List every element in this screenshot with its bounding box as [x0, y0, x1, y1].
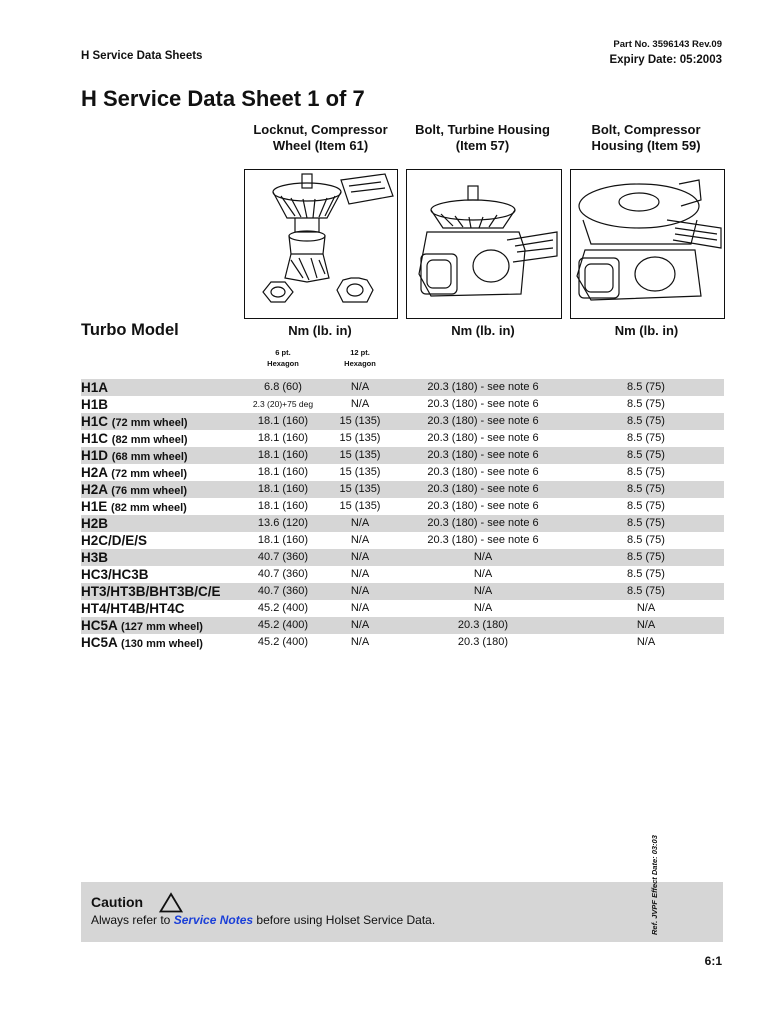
locknut-6pt-cell: 45.2 (400): [257, 636, 309, 648]
locknut-6pt-cell: 45.2 (400): [257, 619, 309, 631]
locknut-6pt-cell: 40.7 (360): [257, 551, 309, 563]
column-header-compressor-housing: Bolt, Compressor Housing (Item 59): [591, 122, 701, 153]
part-number: Part No. 3596143 Rev.09: [613, 39, 722, 50]
turbo-model-cell: [81, 379, 108, 396]
wheel-size-note: (68 mm wheel): [111, 451, 188, 463]
compressor-housing-cell: 8.5 (75): [627, 534, 665, 546]
table-row: [81, 379, 724, 396]
turbo-model-cell: [81, 566, 149, 583]
turbine-housing-cell: 20.3 (180) - see note 6: [427, 534, 539, 546]
wheel-size-note: (72 mm wheel): [111, 417, 188, 429]
compressor-housing-cell: 8.5 (75): [627, 449, 665, 461]
turbine-housing-cell: 20.3 (180) - see note 6: [427, 449, 539, 461]
model-name: H2A: [81, 482, 108, 497]
wheel-size-note: (130 mm wheel): [121, 638, 203, 650]
compressor-housing-cell: N/A: [636, 602, 656, 614]
compressor-housing-cell: 8.5 (75): [627, 500, 665, 512]
table-row: [81, 447, 724, 464]
table-row: [81, 532, 724, 549]
turbo-model-cell: [81, 515, 108, 532]
turbine-housing-cell: 20.3 (180) - see note 6: [427, 500, 539, 512]
turbine-housing-cell: N/A: [473, 585, 493, 597]
turbo-model-cell: [81, 600, 185, 617]
model-name: H1C: [81, 414, 109, 429]
locknut-12pt-cell: 15 (135): [339, 466, 381, 478]
column-header-turbine-housing: Bolt, Turbine Housing (Item 57): [415, 122, 550, 153]
turbine-housing-cell: N/A: [473, 602, 493, 614]
locknut-6pt-cell: 18.1 (160): [257, 432, 309, 444]
model-name: HC5A: [81, 635, 118, 650]
model-name: H2C/D/E/S: [81, 533, 148, 548]
table-row: [81, 566, 724, 583]
model-name: H1C: [81, 431, 109, 446]
compressor-housing-cell: 8.5 (75): [627, 466, 665, 478]
table-row: [81, 600, 724, 617]
locknut-6pt-cell: 18.1 (160): [257, 449, 309, 461]
hex-12pt-label: 12 pt. Hexagon: [344, 348, 376, 368]
table-row: [81, 464, 724, 481]
model-name: HT3/HT3B/BHT3B/C/E: [81, 584, 221, 599]
turbine-housing-cell: 20.3 (180) - see note 6: [427, 432, 539, 444]
table-row: [81, 617, 724, 634]
model-name: H1D: [81, 448, 109, 463]
locknut-6pt-cell: 13.6 (120): [257, 517, 309, 529]
turbo-model-label: Turbo Model: [81, 321, 179, 339]
hex-6pt-label: 6 pt. Hexagon: [267, 348, 299, 368]
locknut-12pt-cell: N/A: [350, 619, 370, 631]
wheel-size-note: (82 mm wheel): [111, 502, 187, 514]
locknut-6pt-cell: 18.1 (160): [257, 483, 309, 495]
turbo-model-cell: [81, 634, 203, 651]
service-notes-link[interactable]: Service Notes: [173, 913, 254, 927]
turbine-housing-cell: N/A: [473, 551, 493, 563]
turbo-model-cell: [81, 583, 221, 600]
locknut-6pt-cell: 18.1 (160): [257, 466, 309, 478]
turbine-housing-cell: 20.3 (180) - see note 6: [427, 415, 539, 427]
locknut-12pt-cell: N/A: [350, 517, 370, 529]
caution-text: [91, 913, 435, 927]
units-turbine: Nm (lb. in): [451, 323, 515, 338]
turbo-model-cell: [81, 498, 187, 515]
model-name: H1B: [81, 397, 109, 412]
wheel-size-note: (127 mm wheel): [121, 621, 203, 633]
compressor-housing-cell: 8.5 (75): [627, 517, 665, 529]
locknut-6pt-cell: 18.1 (160): [257, 534, 309, 546]
compressor-housing-cell: 8.5 (75): [627, 551, 665, 563]
turbo-model-cell: [81, 532, 147, 549]
column-header-locknut: Locknut, Compressor Wheel (Item 61): [253, 122, 388, 153]
units-compressor: Nm (lb. in): [614, 323, 679, 338]
locknut-12pt-cell: N/A: [350, 568, 370, 580]
locknut-12pt-cell: 15 (135): [339, 500, 381, 512]
turbo-model-cell: [81, 413, 188, 430]
model-name: H2A: [81, 465, 108, 480]
model-name: H1A: [81, 380, 109, 395]
turbo-model-cell: [81, 464, 187, 481]
locknut-12pt-cell: N/A: [350, 585, 370, 597]
table-row: [81, 515, 724, 532]
compressor-housing-cell: 8.5 (75): [627, 585, 665, 597]
page-number: 6:1: [704, 954, 722, 968]
turbo-model-cell: [81, 396, 108, 413]
table-row: [81, 396, 724, 413]
turbo-model-cell: [81, 549, 108, 566]
torque-table: [81, 379, 724, 651]
locknut-6pt-cell: 18.1 (160): [257, 415, 309, 427]
table-row: [81, 634, 724, 651]
compressor-housing-cell: 8.5 (75): [627, 381, 665, 393]
model-name: H3B: [81, 550, 109, 565]
turbine-housing-cell: 20.3 (180) - see note 6: [427, 483, 539, 495]
locknut-6pt-cell: 40.7 (360): [257, 568, 309, 580]
wheel-size-note: (76 mm wheel): [111, 485, 188, 497]
compressor-housing-cell: N/A: [636, 636, 656, 648]
turbine-housing-cell: 20.3 (180) - see note 6: [427, 381, 539, 393]
locknut-12pt-cell: 15 (135): [339, 432, 381, 444]
locknut-12pt-cell: 15 (135): [339, 449, 381, 461]
turbine-housing-illustration: [406, 169, 562, 319]
caution-title: Caution: [91, 894, 144, 910]
locknut-12pt-cell: N/A: [350, 551, 370, 563]
turbine-housing-cell: 20.3 (180) - see note 6: [427, 517, 539, 529]
turbo-model-cell: [81, 481, 187, 498]
compressor-housing-cell: N/A: [636, 619, 656, 631]
model-name: HT4/HT4B/HT4C: [81, 601, 185, 616]
caution-text-before: Always refer to: [91, 913, 174, 927]
table-row: [81, 498, 724, 515]
turbo-model-cell: [81, 447, 188, 464]
locknut-12pt-cell: N/A: [350, 636, 370, 648]
table-row: [81, 481, 724, 498]
locknut-12pt-cell: N/A: [350, 381, 370, 393]
caution-box: [81, 882, 723, 942]
compressor-housing-illustration: [570, 169, 725, 319]
expiry-date: Expiry Date: 05:2003: [609, 54, 722, 66]
locknut-illustration: [244, 169, 398, 319]
turbine-housing-cell: 20.3 (180): [457, 619, 509, 631]
warning-triangle-icon: [159, 892, 183, 913]
locknut-6pt-cell: 18.1 (160): [257, 500, 309, 512]
locknut-6pt-cell: 45.2 (400): [257, 602, 309, 614]
compressor-housing-cell: 8.5 (75): [627, 568, 665, 580]
header-section-title: H Service Data Sheets: [81, 50, 203, 62]
wheel-size-note: (82 mm wheel): [111, 434, 188, 446]
compressor-housing-cell: 8.5 (75): [627, 415, 665, 427]
compressor-housing-cell: 8.5 (75): [627, 398, 665, 410]
caution-text-after: before using Holset Service Data.: [253, 913, 436, 927]
turbine-housing-cell: 20.3 (180): [457, 636, 509, 648]
locknut-12pt-cell: N/A: [350, 398, 370, 410]
model-name: H1E: [81, 499, 108, 514]
locknut-6pt-cell: 2.3 (20)+75 deg: [252, 399, 314, 409]
locknut-12pt-cell: N/A: [350, 602, 370, 614]
units-locknut: Nm (lb. in): [288, 323, 352, 338]
table-row: [81, 549, 724, 566]
model-name: H2B: [81, 516, 109, 531]
side-reference: Ref. JVPF Effect Date: 03:03: [650, 835, 659, 935]
locknut-6pt-cell: 40.7 (360): [257, 585, 309, 597]
locknut-6pt-cell: 6.8 (60): [264, 381, 302, 393]
turbine-housing-cell: 20.3 (180) - see note 6: [427, 466, 539, 478]
wheel-size-note: (72 mm wheel): [111, 468, 188, 480]
model-name: HC3/HC3B: [81, 567, 149, 582]
turbo-model-cell: [81, 430, 188, 447]
turbine-housing-cell: N/A: [473, 568, 493, 580]
page-title: H Service Data Sheet 1 of 7: [81, 86, 365, 111]
locknut-12pt-cell: 15 (135): [339, 415, 381, 427]
table-row: [81, 583, 724, 600]
turbine-housing-cell: 20.3 (180) - see note 6: [427, 398, 539, 410]
table-row: [81, 413, 724, 430]
table-row: [81, 430, 724, 447]
compressor-housing-cell: 8.5 (75): [627, 432, 665, 444]
locknut-12pt-cell: 15 (135): [339, 483, 381, 495]
model-name: HC5A: [81, 618, 118, 633]
turbo-model-cell: [81, 617, 203, 634]
locknut-12pt-cell: N/A: [350, 534, 370, 546]
compressor-housing-cell: 8.5 (75): [627, 483, 665, 495]
